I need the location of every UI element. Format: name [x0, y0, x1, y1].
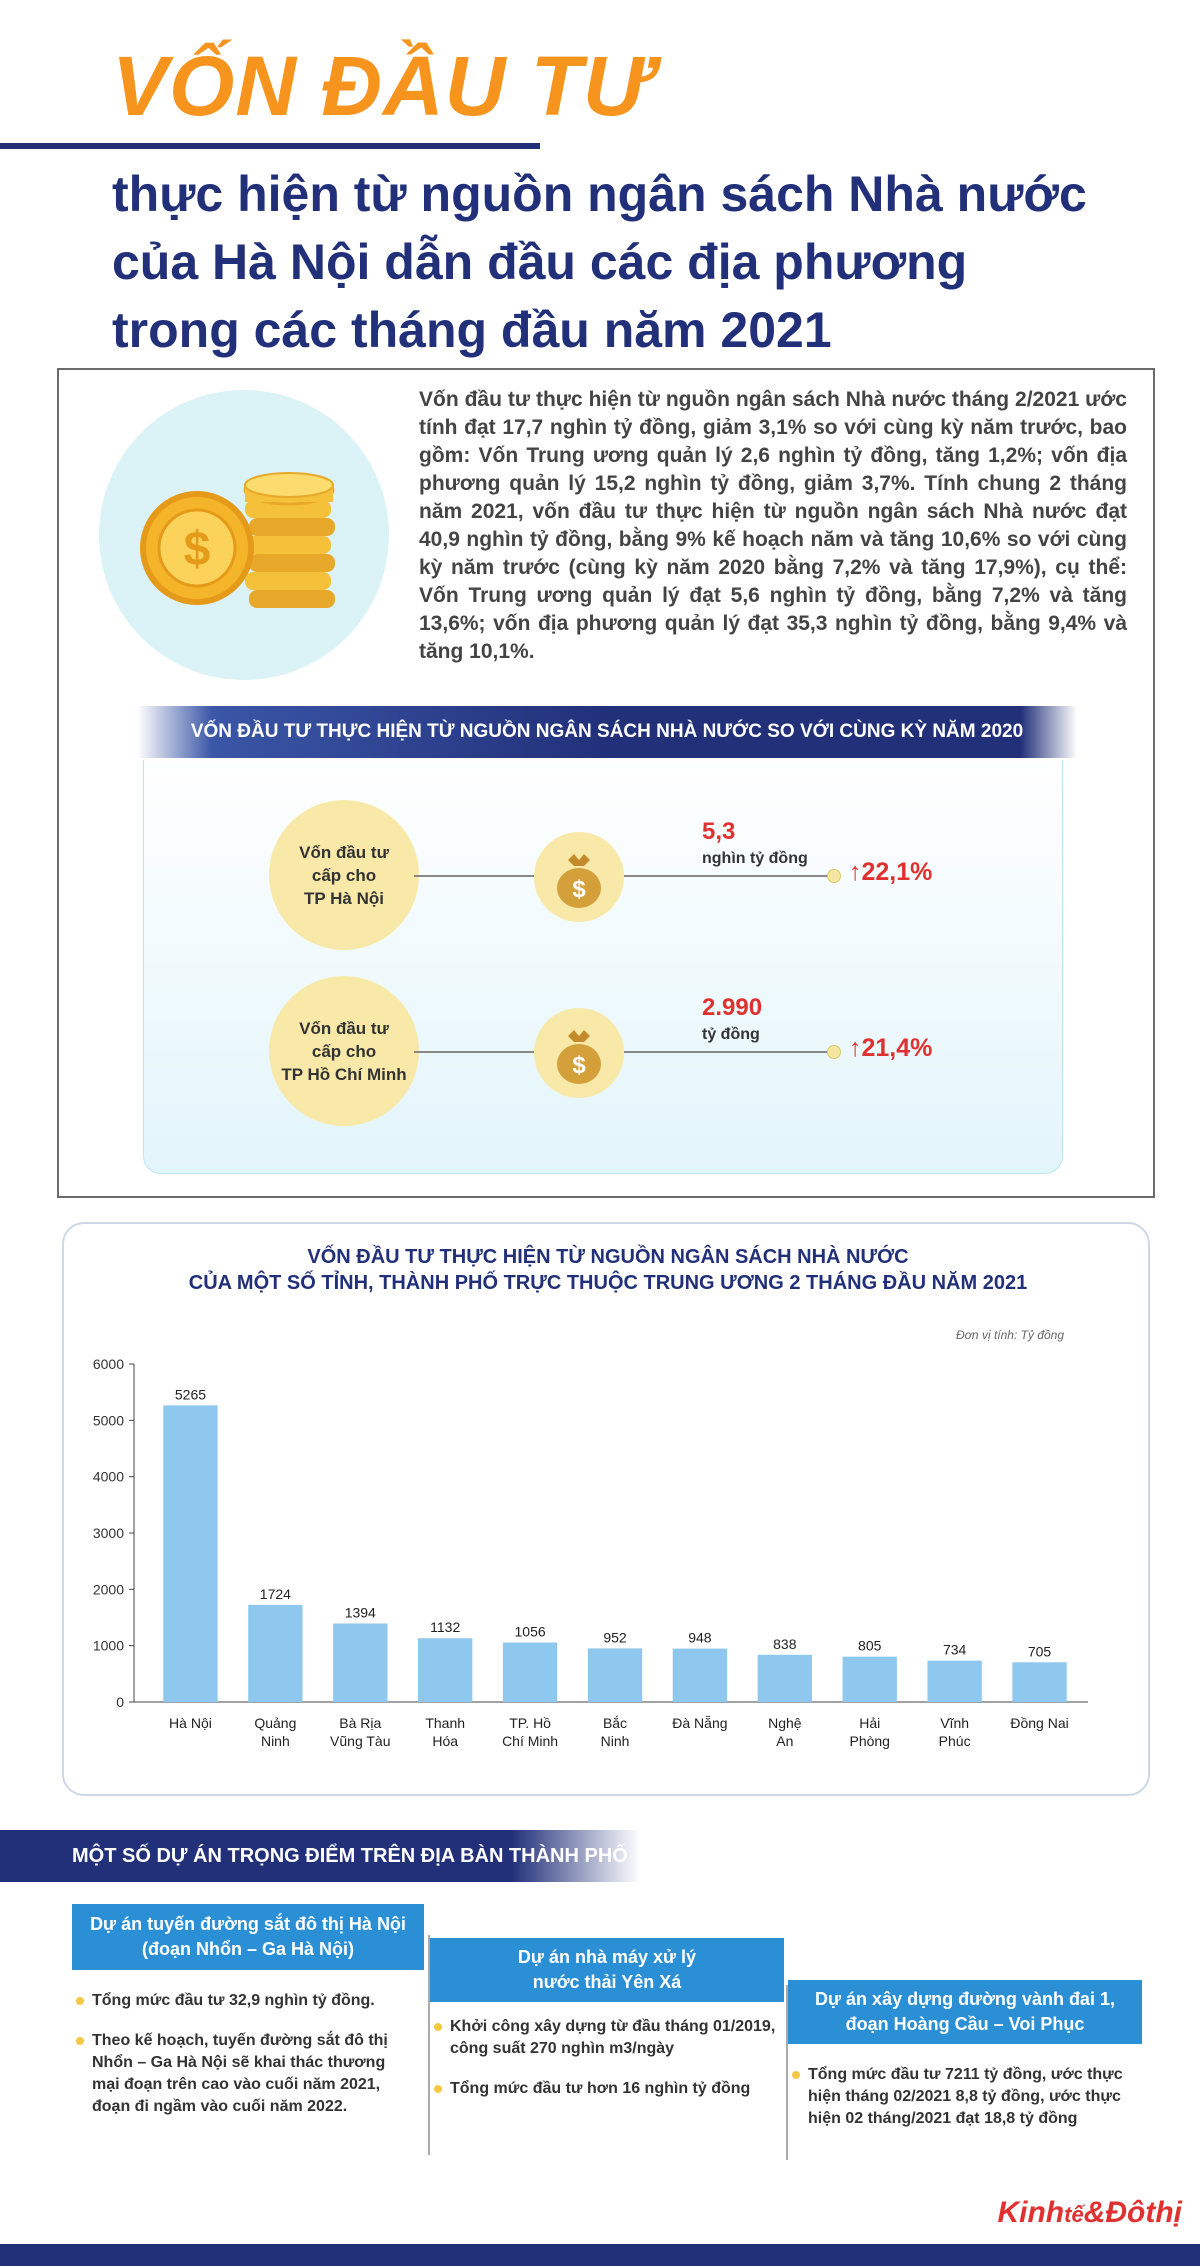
x-tick-label: Ninh: [600, 1733, 630, 1749]
project-details: [76, 1990, 406, 2136]
y-tick-label: 4000: [92, 1468, 124, 1485]
bar-value-label: 952: [603, 1629, 627, 1646]
bar-value-label: 805: [858, 1637, 882, 1654]
y-tick-label: 1000: [92, 1637, 124, 1654]
x-tick-label: Vũng Tàu: [330, 1733, 391, 1749]
marker-dot: [827, 869, 841, 883]
hanoi-unit: nghìn tỷ đồng: [702, 850, 808, 867]
x-tick-label: Ninh: [260, 1733, 290, 1749]
x-tick-label: Vĩnh: [940, 1715, 970, 1731]
arrow-up-icon: ↑: [849, 858, 862, 886]
hcmc-change-value: 21,4%: [861, 1034, 933, 1062]
hcmc-change: [849, 1034, 932, 1063]
x-tick-label: Nghệ: [768, 1715, 802, 1731]
hcmc-unit: tỷ đồng: [702, 1026, 760, 1043]
x-tick-label: Hóa: [432, 1733, 459, 1749]
svg-text:$: $: [572, 1052, 586, 1079]
y-tick-label: 5000: [92, 1412, 124, 1429]
bar: [588, 1648, 642, 1702]
y-tick-label: 0: [116, 1694, 124, 1710]
bar-chart: [64, 1224, 1152, 1798]
bar-value-label: 1724: [259, 1585, 291, 1602]
connector-line: [624, 1051, 829, 1053]
bar-value-label: 838: [773, 1635, 797, 1652]
project-details: [792, 2064, 1142, 2148]
y-tick-label: 2000: [92, 1581, 124, 1598]
subtitle-line: trong các tháng đầu năm 2021: [112, 302, 832, 358]
project-bullet: Tổng mức đầu tư hơn 16 nghìn tỷ đồng: [434, 2078, 780, 2100]
hanoi-label-line: cấp cho: [311, 865, 377, 885]
hcmc-label-circle: [269, 976, 419, 1126]
bar: [503, 1643, 557, 1702]
bar-value-label: 1394: [344, 1604, 376, 1621]
connector-line: [414, 1051, 534, 1053]
coin-stack-icon: [99, 390, 389, 680]
project-details: [434, 2016, 780, 2118]
comparison-panel: [143, 760, 1063, 1174]
bar-value-label: 734: [942, 1641, 967, 1658]
x-tick-label: Hải: [859, 1715, 881, 1731]
intro-paragraph: Vốn đầu tư thực hiện từ nguồn ngân sách Nhà nước tháng 2/2021 ước tính đạt 17,7 nghìn tỷ đồng, giảm 3,1% so với cùng kỳ năm trước, bao gồm: Vốn Trung ương quản lý 2,6 nghìn tỷ đồng, tăng 1,2%; vốn địa phương quản lý 15,2 nghìn tỷ đồng, giảm 3,7%. Tính chung 2 tháng năm 2021, vốn đầu tư thực hiện từ nguồn ngân sách Nhà nước đạt 40,9 nghìn tỷ đồng, bằng 9% kế hoạch năm và tăng 10,6% so với cùng kỳ năm trước (cùng kỳ năm 2020 bằng 7,2% và tăng 17,9%), cụ thể: Vốn Trung ương quản lý đạt 5,6 nghìn tỷ đồng, bằng 7,2% và tăng 13,6%; vốn địa phương quản lý đạt 35,3 nghìn tỷ đồng, bằng 9,4% và tăng 10,1%.: [419, 388, 1127, 663]
project-title: [72, 1904, 424, 1970]
hcmc-value: 2.990: [702, 994, 763, 1021]
y-tick-label: 6000: [92, 1356, 124, 1372]
hcmc-label-line: TP Hồ Chí Minh: [281, 1064, 407, 1084]
x-tick-label: Đà Nẵng: [672, 1715, 728, 1731]
project-bullet: Theo kế hoạch, tuyến đường sắt đô thị Nhổn – Ga Hà Nội sẽ khai thác thương mại đoạn trên cao vào cuối năm 2021, đoạn đi ngầm vào cuối năm 2022.: [76, 2030, 406, 2118]
x-tick-label: TP. Hồ: [509, 1715, 551, 1731]
bar: [163, 1405, 217, 1702]
project-title-line: (đoạn Nhổn – Ga Hà Nội): [141, 1939, 354, 1959]
subtitle-line: thực hiện từ nguồn ngân sách Nhà nước: [112, 166, 1087, 222]
x-tick-label: Đồng Nai: [1010, 1715, 1069, 1731]
bar-value-label: 705: [1027, 1643, 1052, 1660]
brand-logo: Kinhtế&Đôthị: [997, 2196, 1182, 2229]
bar: [927, 1661, 981, 1702]
project-title-line: Dự án nhà máy xử lý: [517, 1947, 697, 1967]
x-tick-label: Hà Nội: [169, 1715, 212, 1731]
chart-unit-note: Đơn vị tính: Tỷ đồng: [956, 1328, 1064, 1342]
coin-stack: [245, 473, 335, 608]
x-tick-label: An: [776, 1733, 794, 1749]
project-bullet: Khởi công xây dựng từ đầu tháng 01/2019, công suất 270 nghìn m3/ngày: [434, 2016, 780, 2060]
project-title-line: nước thải Yên Xá: [532, 1972, 682, 1992]
money-bag-icon: [534, 1008, 624, 1098]
x-tick-label: Thanh: [425, 1715, 466, 1731]
page-title: VỐN ĐẦU TƯ: [112, 39, 652, 133]
projects-banner: MỘT SỐ DỰ ÁN TRỌNG ĐIỂM TRÊN ĐỊA BÀN THÀNH PHỐ: [0, 1830, 640, 1882]
svg-text:$: $: [572, 876, 586, 903]
bar: [333, 1623, 387, 1702]
page-subtitle: [112, 160, 1112, 364]
chart-box: [62, 1222, 1150, 1796]
hanoi-label-line: TP Hà Nội: [304, 888, 384, 908]
connector-line: [414, 875, 534, 877]
chart-title-line: VỐN ĐẦU TƯ THỰC HIỆN TỪ NGUỒN NGÂN SÁCH NHÀ NƯỚC: [307, 1246, 909, 1268]
project-title-line: Dự án xây dựng đường vành đai 1,: [815, 1989, 1115, 2009]
title-underline: [0, 143, 540, 149]
comparison-banner: VỐN ĐẦU TƯ THỰC HIỆN TỪ NGUỒN NGÂN SÁCH NHÀ NƯỚC SO VỚI CÙNG KỲ NĂM 2020: [137, 706, 1077, 758]
hanoi-label-line: Vốn đầu tư: [299, 842, 389, 862]
hcmc-label-line: Vốn đầu tư: [299, 1018, 389, 1038]
y-tick-label: 3000: [92, 1525, 124, 1541]
bar: [418, 1638, 472, 1702]
arrow-up-icon: ↑: [849, 1034, 862, 1062]
marker-dot: [827, 1045, 841, 1059]
hanoi-label-circle: [269, 800, 419, 950]
bar: [248, 1605, 302, 1702]
chart-title-line: CỦA MỘT SỐ TỈNH, THÀNH PHỐ TRỰC THUỘC TRUNG ƯƠNG 2 THÁNG ĐẦU NĂM 2021: [188, 1272, 1028, 1294]
hanoi-change: [849, 858, 932, 887]
project-title: [788, 1980, 1142, 2044]
x-tick-label: Chí Minh: [502, 1733, 559, 1749]
footer-bar: [0, 2244, 1200, 2266]
project-title: [430, 1938, 784, 2002]
x-tick-label: Quảng: [254, 1715, 297, 1731]
bar-value-label: 5265: [174, 1386, 207, 1403]
bar-value-label: 1056: [514, 1623, 546, 1640]
hcmc-label-line: cấp cho: [311, 1041, 377, 1061]
hanoi-value: 5,3: [702, 818, 736, 845]
connector-line: [624, 875, 829, 877]
svg-text:$: $: [183, 523, 211, 576]
bar: [673, 1649, 727, 1702]
x-tick-label: Phòng: [849, 1733, 890, 1749]
bar-value-label: 948: [688, 1629, 712, 1646]
bar-value-label: 1132: [430, 1619, 461, 1636]
project-title-line: Dự án tuyến đường sắt đô thị Hà Nội: [90, 1914, 406, 1934]
hanoi-change-value: 22,1%: [861, 858, 933, 886]
x-tick-label: Phúc: [938, 1733, 971, 1749]
subtitle-line: của Hà Nội dẫn đầu các địa phương: [112, 234, 968, 290]
project-bullet: Tổng mức đầu tư 7211 tỷ đồng, ước thực hiện tháng 02/2021 8,8 tỷ đồng, ước thực hiện 02 tháng/2021 đạt 18,8 tỷ đồng: [792, 2064, 1142, 2130]
project-bullet: Tổng mức đầu tư 32,9 nghìn tỷ đồng.: [76, 1990, 406, 2012]
summary-box: [57, 368, 1155, 1198]
bar: [1012, 1662, 1066, 1702]
project-title-line: đoạn Hoàng Cầu – Voi Phục: [845, 2014, 1085, 2034]
x-tick-label: Bà Rịa: [339, 1715, 382, 1731]
money-bag-icon: [534, 832, 624, 922]
bar: [843, 1657, 897, 1702]
bar: [758, 1655, 812, 1702]
x-tick-label: Bắc: [602, 1715, 628, 1731]
